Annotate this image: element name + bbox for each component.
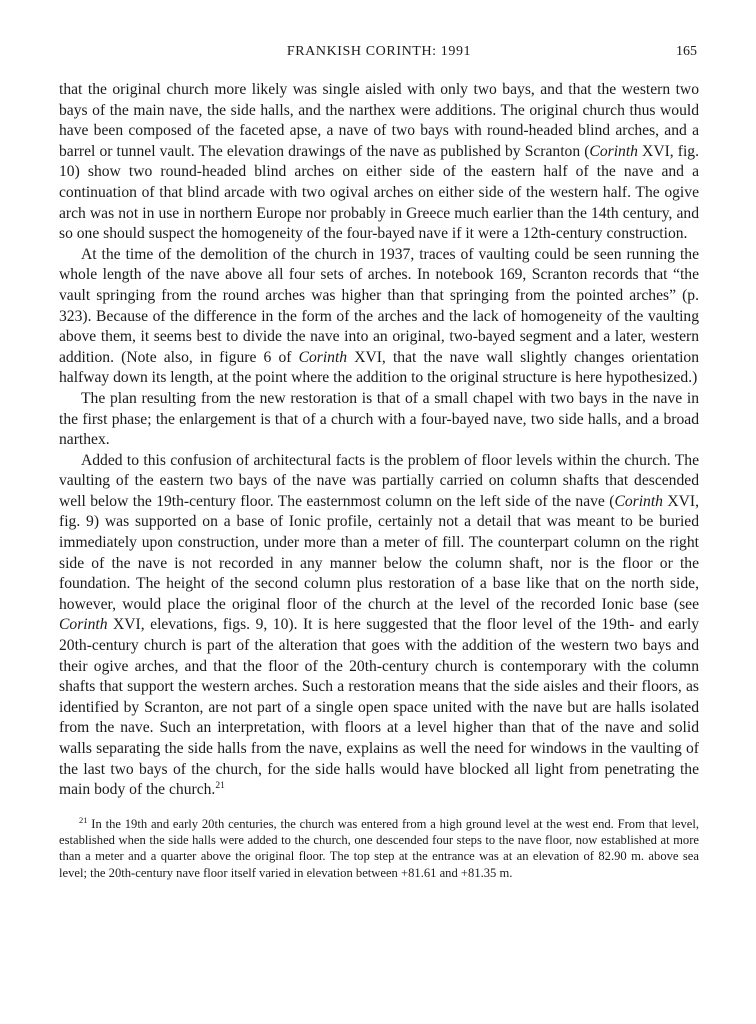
footnote-21	[59, 816, 699, 881]
italic-title: Corinth	[298, 348, 348, 366]
body-text	[59, 80, 699, 801]
document-page	[59, 44, 699, 881]
italic-title: Corinth	[614, 492, 663, 510]
footnote-marker: 21	[79, 814, 88, 825]
footnote-21-text: In the 19th and early 20th centuries, the church was entered from a high ground level at the west end. From that level, established when the side halls were added to the church, one descended four steps to the nave floor, now established at more than a meter and a quarter above the original floor. The top step at the entrance was at an elevation of 82.90 m. above sea level; the 20th-century nave floor itself varied in elevation between +81.61 and +81.35 m.	[59, 816, 699, 880]
paragraph-1-text-cont: XVI, fig. 10) show two round-headed blind arches on either side of the eastern half of the nave and a continuation of that blind arcade with two ogival arches on either side of the western half. The ogive arch was not in use in northern Europe nor probably in Greece much earlier than the 14th century, and so one should suspect the homogeneity of the four-bayed nave if it were a 12th-century construction.	[59, 142, 699, 243]
page-number: 165	[676, 44, 697, 59]
paragraph-4-text-cont: XVI, fig. 9) was supported on a base of Ionic profile, certainly not a detail that was meant to be buried immediately upon construction, under more than a meter of fill. The counterpart column on the right side of the nave is not recorded in any manner below the column shaft, nor is the floor or the foundation. The height of the second column plus restoration of a base like that on the north side, however, would place the original floor of the church at the level of the recorded Ionic base (see	[59, 492, 699, 613]
italic-title: Corinth	[589, 142, 638, 160]
paragraph-2-text-cont: XVI, that the nave wall slightly changes orientation halfway down its length, at the point where the addition to the original structure is here hypothesized.)	[59, 348, 699, 387]
running-title: FRANKISH CORINTH: 1991	[286, 44, 472, 59]
italic-title: Corinth	[59, 616, 108, 634]
paragraph-1	[59, 80, 699, 245]
paragraph-2	[59, 245, 699, 389]
paragraph-3-text: The plan resulting from the new restoration is that of a small chapel with two bays in the nave in the first phase; the enlargement is that of a church with a four-bayed nave, two side halls, and a broad narthex.	[59, 389, 699, 449]
paragraph-4	[59, 451, 699, 801]
footnotes	[59, 816, 699, 881]
paragraph-1-text: that the original church more likely was single aisled with only two bays, and that the western two bays of the main nave, the side halls, and the narthex were additions. The original church thus would have been composed of the faceted apse, a nave of two bays with round-headed blind arches, and a barrel or tunnel vault. The elevation drawings of the nave as published by Scranton (	[59, 81, 699, 160]
paragraph-3	[59, 389, 699, 451]
paragraph-4-text: Added to this confusion of architectural facts is the problem of floor levels within the church. The vaulting of the eastern two bays of the nave was partially carried on column shafts that descended well below the 19th-century floor. The easternmost column on the left side of the nave (	[59, 451, 699, 510]
paragraph-4-text-end: XVI, elevations, figs. 9, 10). It is here suggested that the floor level of the 19th- and early 20th-century church is part of the alteration that goes with the addition of the western two bays and their ogive arches, and that the floor of the 20th-century church is contemporary with the column shafts that support the western arches. Such a restoration means that the side aisles and their floors, as identified by Scranton, are not part of a single open space united with the nave but are halls isolated from the nave. Such an interpretation, with floors at a level higher than that of the nave and solid walls separating the side halls from the nave, explains as well the need for windows in the vaulting of the last two bays of the church, for the side halls would have blocked all light from penetrating the main body of the church.	[59, 616, 699, 799]
paragraph-2-text: At the time of the demolition of the church in 1937, traces of vaulting could be seen running the whole length of the nave above all four sets of arches. In notebook 169, Scranton records that “the vault springing from the round arches was higher than that springing from the pointed arches” (p. 323). Because of the difference in the form of the arches and the lack of homogeneity of the vaulting above them, it seems best to divide the nave into an original, two-bayed segment and a later, western addition. (Note also, in figure 6 of	[59, 245, 699, 366]
footnote-reference[interactable]: 21	[215, 781, 225, 792]
running-head	[59, 44, 699, 70]
